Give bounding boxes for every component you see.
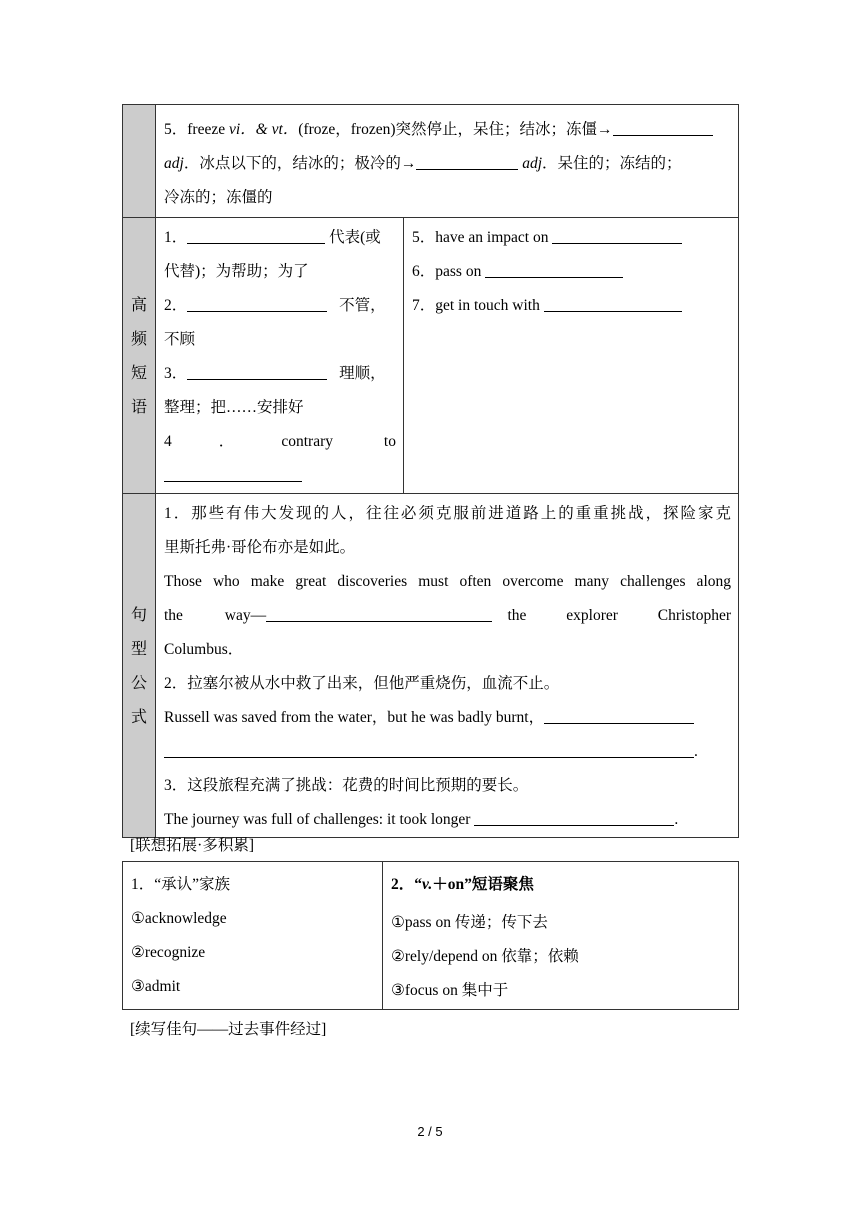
side-cell-empty — [123, 105, 156, 218]
answer-blank[interactable] — [485, 261, 623, 278]
answer-blank[interactable] — [613, 119, 713, 136]
answer-blank[interactable] — [552, 227, 682, 244]
extension-table — [122, 861, 739, 1010]
list-item: ②recognize — [131, 944, 206, 961]
acknowledge-family: 1．“承认”家族 ①acknowledge ②recognize ③admit — [123, 862, 383, 1010]
list-item: ②rely/depend on 依靠；依赖 — [391, 948, 579, 965]
phrases-label: 高 频 短 语 — [123, 218, 156, 494]
answer-blank[interactable] — [164, 741, 694, 758]
page-number: 2 / 5 — [417, 1124, 443, 1139]
phrases-row — [123, 218, 739, 494]
phrase-6: 6．pass on — [412, 255, 731, 289]
answer-blank[interactable] — [544, 295, 682, 312]
list-item: ①pass on 传递；传下去 — [391, 914, 548, 931]
answer-blank[interactable] — [164, 465, 302, 482]
sentences-body: 1．那些有伟大发现的人，往往必须克服前进道路上的重重挑战，探险家克 里斯托弗·哥伦布亦是如此。 Those who make great discoveries must often overcome many challenges along the way— the explorer Christopher Columbus． 2．拉塞尔被从水中救了出来，但他严重烧伤，血流不止。 Russell was saved from the water，but he was badly burnt， . 3．这段旅程充满了挑战：花费的时间比预期的要长。 The journey was full of challenges: it took longer . — [156, 494, 739, 838]
answer-blank[interactable] — [416, 153, 518, 170]
answer-blank[interactable] — [474, 809, 674, 826]
freeze-line-1: 5．freeze vi．& vt．(froze，frozen)突然停止，呆住；结冰；冻僵→ — [164, 113, 731, 147]
phrase-7: 7．get in touch with — [412, 289, 731, 323]
section-heading: [联想拓展·多积累] — [130, 837, 254, 854]
answer-blank[interactable] — [187, 363, 327, 380]
answer-blank[interactable] — [544, 707, 694, 724]
section-heading: [续写佳句——过去事件经过] — [130, 1021, 327, 1038]
list-item: ①acknowledge — [131, 910, 227, 927]
phrases-left: 1． 代表(或 代替)；为帮助；为了 2． 不管， 不顾 3． 理顺， 整理；把……安排好 4．contrary to — [156, 218, 404, 494]
phrases-right — [404, 218, 739, 494]
sentences-row — [123, 494, 739, 838]
answer-blank[interactable] — [187, 227, 325, 244]
answer-blank[interactable] — [187, 295, 327, 312]
phrase-5: 5．have an impact on — [412, 221, 731, 255]
list-item: ③focus on 集中于 — [391, 982, 509, 999]
sentence-2-line: Russell was saved from the water，but he was badly burnt， — [164, 701, 731, 735]
answer-blank[interactable] — [266, 605, 492, 622]
freeze-line-3: 冷冻的；冻僵的 — [164, 189, 273, 206]
sentence-1-blank-line: the way— the explorer Christopher — [164, 607, 731, 624]
phrase-4: 4．contrary to — [164, 433, 396, 450]
list-item: ③admit — [131, 978, 181, 995]
v-on-phrases: 2．“v.＋on”短语聚焦 ①pass on 传递；传下去 ②rely/depend on 依靠；依赖 ③focus on 集中于 — [383, 862, 739, 1010]
freeze-entry — [156, 105, 739, 218]
phrase-2: 2． 不管， — [164, 297, 386, 314]
phrase-1: 1． 代表(或 — [164, 229, 381, 246]
sentences-label: 句 型 公 式 — [123, 494, 156, 838]
freeze-row — [123, 105, 739, 218]
sentence-3-line: The journey was full of challenges: it took longer . — [164, 811, 679, 828]
vocab-table — [122, 104, 739, 838]
phrase-3: 3． 理顺， — [164, 365, 386, 382]
freeze-line-2: adj．冰点以下的，结冰的；极冷的→ adj．呆住的；冻结的； — [164, 155, 682, 172]
